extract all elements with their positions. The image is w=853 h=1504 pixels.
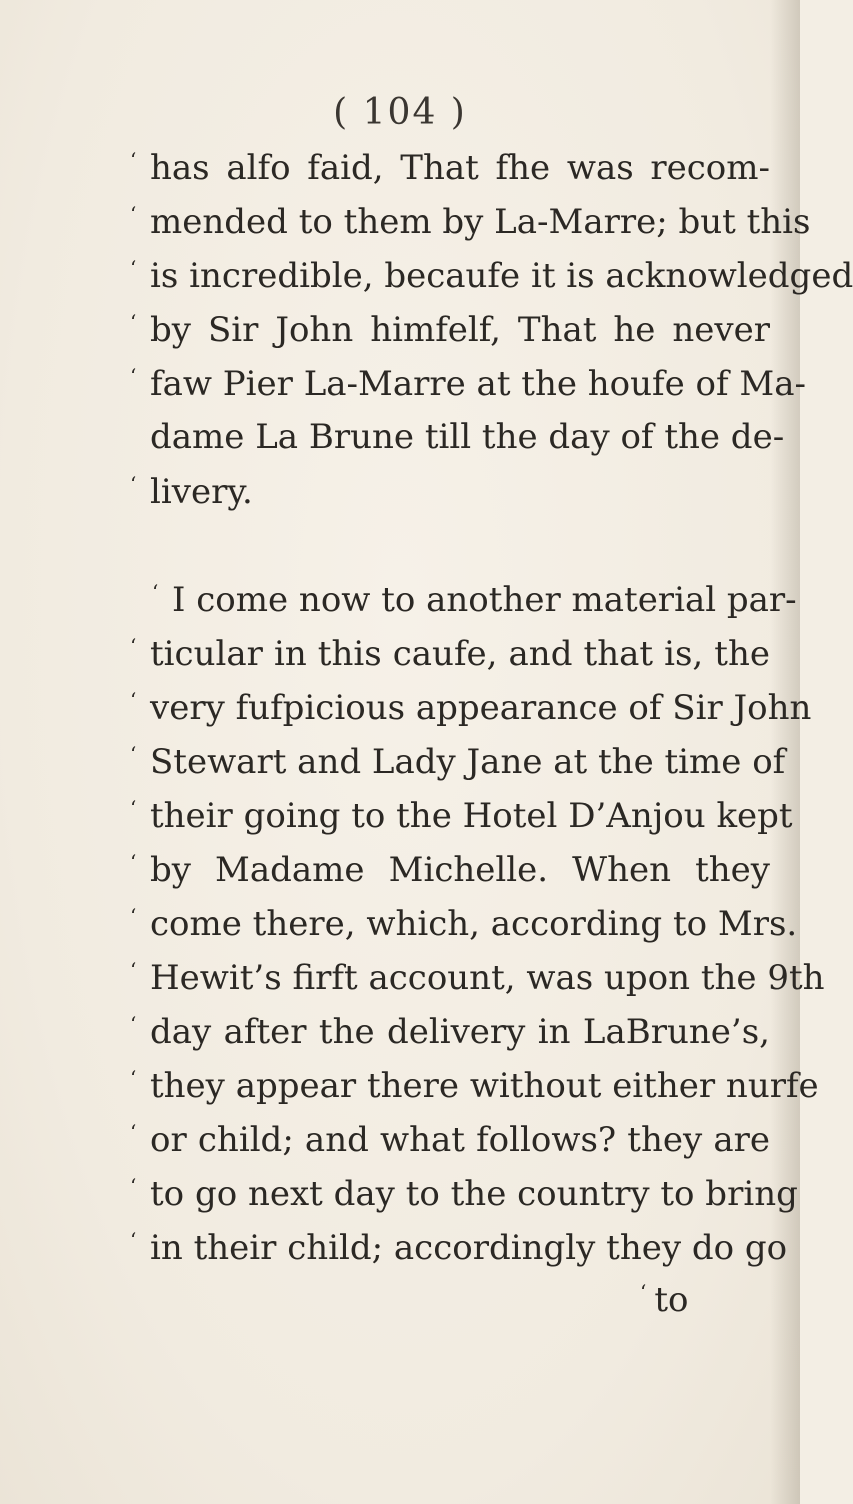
text-line <box>130 202 811 242</box>
quote-mark: ‘ <box>130 904 137 928</box>
line-text: by Madame Michelle. When they <box>150 850 770 890</box>
line-text: in their child; accordingly they do go <box>150 1228 788 1268</box>
quote-mark: ‘ <box>130 742 137 766</box>
line-text: to go next day to the country to bring <box>150 1174 798 1214</box>
quote-mark: ‘ <box>130 850 137 874</box>
quote-mark: ‘ <box>130 1120 137 1144</box>
quote-mark: ‘ <box>130 688 137 712</box>
line-text: day after the delivery in LaBrune’s, <box>150 1012 770 1052</box>
text-line <box>130 688 812 728</box>
text-line <box>152 580 797 620</box>
catchword <box>640 1280 689 1320</box>
quote-mark: ‘ <box>130 364 137 388</box>
quote-mark: ‘ <box>130 148 137 172</box>
text-line <box>130 1174 798 1214</box>
text-line <box>130 417 785 457</box>
line-text: has alfo faid, That fhe was recom- <box>150 148 770 188</box>
line-text: dame La Brune till the day of the de- <box>150 417 785 457</box>
quote-mark: ‘ <box>130 796 137 820</box>
quote-mark: ‘ <box>130 1228 137 1252</box>
line-text: mended to them by La-Marre; but this <box>150 202 811 242</box>
quote-mark: ‘ <box>130 310 137 334</box>
text-line <box>130 850 770 890</box>
quote-mark: ‘ <box>130 1066 137 1090</box>
text-line <box>130 904 798 944</box>
line-text: Hewit’s firft account, was upon the 9th <box>150 958 825 998</box>
quote-mark: ‘ <box>640 1280 647 1304</box>
line-text: is incredible, becaufe it is acknowledged <box>150 256 853 296</box>
line-text: Stewart and Lady Jane at the time of <box>150 742 786 782</box>
text-line <box>130 1066 819 1106</box>
text-line <box>130 364 806 404</box>
text-line <box>130 472 770 512</box>
page-number-header: ( 104 ) <box>333 92 467 133</box>
quote-mark: ‘ <box>130 472 137 496</box>
quote-mark: ‘ <box>152 580 159 604</box>
line-text: livery. <box>150 472 253 512</box>
quote-mark: ‘ <box>130 1174 137 1198</box>
quote-mark: ‘ <box>130 1012 137 1036</box>
line-text: by Sir John himfelf, That he never <box>150 310 770 350</box>
line-text: I come now to another material par- <box>172 580 797 620</box>
line-text: very fufpicious appearance of Sir John <box>150 688 812 728</box>
text-line <box>130 310 770 350</box>
text-line <box>130 796 793 836</box>
quote-mark: ‘ <box>130 958 137 982</box>
text-line <box>130 1228 788 1268</box>
catchword-text: to <box>654 1280 689 1320</box>
line-text: ticular in this caufe, and that is, the <box>150 634 770 674</box>
line-text: they appear there without either nurfe <box>150 1066 819 1106</box>
line-text: come there, which, according to Mrs. <box>150 904 798 944</box>
line-text: or child; and what follows? they are <box>150 1120 770 1160</box>
text-line <box>130 256 853 296</box>
text-line <box>130 634 770 674</box>
text-line <box>130 1012 770 1052</box>
text-line <box>130 1120 770 1160</box>
quote-mark: ‘ <box>130 634 137 658</box>
line-text: their going to the Hotel D’Anjou kept <box>150 796 793 836</box>
quote-mark: ‘ <box>130 256 137 280</box>
quote-mark: ‘ <box>130 202 137 226</box>
line-text: faw Pier La-Marre at the houfe of Ma- <box>150 364 806 404</box>
text-line <box>130 742 786 782</box>
text-line <box>130 958 825 998</box>
text-line <box>130 148 770 188</box>
